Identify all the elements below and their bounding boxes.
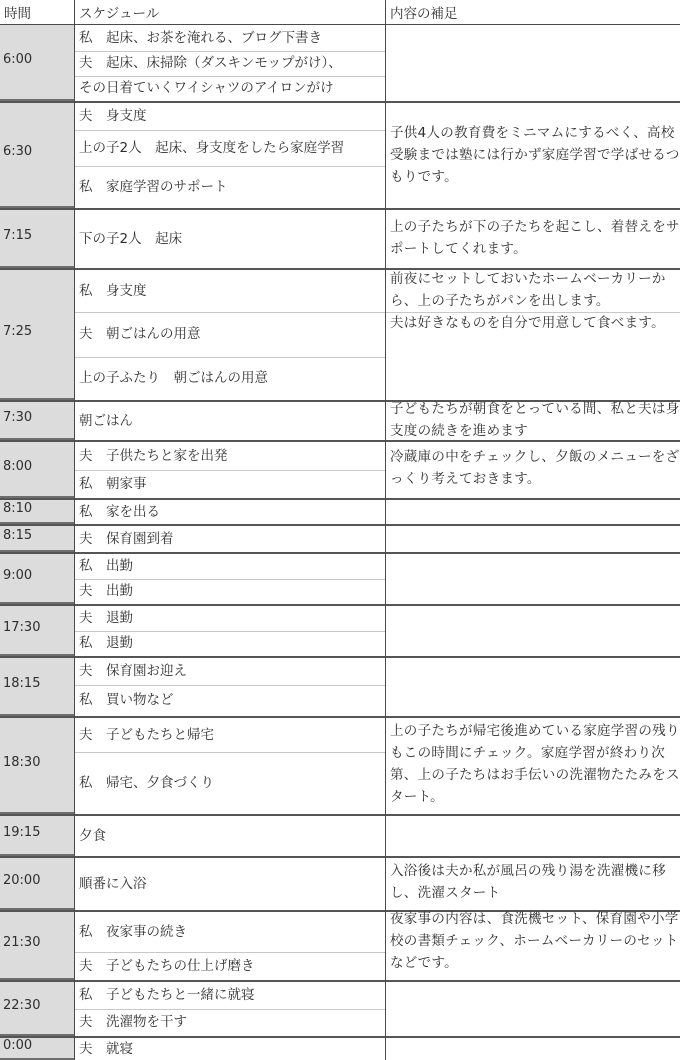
time-cell: [0, 912, 74, 980]
time-label: 7:25: [3, 323, 33, 339]
schedule-item: 上の子2人 起床、身支度をしたら家庭学習: [79, 140, 345, 156]
note-text: 夜家事の内容は、食洗機セット、保育園や小学校の書類チェック、ホームベーカリーのセットなどです。: [390, 911, 679, 971]
time-cell: [0, 858, 74, 910]
time-label: 7:15: [3, 227, 33, 243]
schedule-item: 夫 出勤: [79, 583, 133, 599]
schedule-item: 夫 保育園お迎え: [79, 663, 187, 679]
note-text: 夫は好きなものを自分で用意して食べます。: [390, 315, 665, 331]
schedule-subdivider: [75, 685, 385, 686]
time-label: 6:00: [3, 51, 33, 67]
schedule-item: 私 家を出る: [79, 504, 160, 520]
note-subdivider: [386, 312, 680, 313]
schedule-item: 夫 子どもたちの仕上げ磨き: [79, 958, 255, 974]
schedule-subdivider: [75, 631, 385, 632]
time-label: 18:30: [3, 754, 41, 770]
schedule-item: 私 帰宅、夕食づくり: [79, 775, 214, 791]
column-divider: [385, 0, 386, 1060]
note-text: 上の子たちが帰宅後進めている家庭学習の残りもこの時間にチェック。家庭学習が終わり次第、上の子たちはお手伝いの洗濯物たたみをスタート。: [390, 723, 680, 805]
note-text: 前夜にセットしておいたホームベーカリーから、上の子たちがパンを出します。: [390, 271, 666, 309]
time-cell: [0, 270, 74, 400]
time-label: 7:30: [3, 409, 33, 425]
schedule-item: 私 子どもたちと一緒に就寝: [79, 987, 255, 1003]
time-cell: [0, 658, 74, 716]
time-cell: [0, 442, 74, 498]
time-label: 0:00: [3, 1038, 33, 1053]
time-label: 19:15: [3, 824, 41, 840]
schedule-item: 夫 就寝: [79, 1041, 133, 1057]
note-text: 冷蔵庫の中をチェックし、夕飯のメニューをざっくり考えておきます。: [390, 449, 680, 487]
time-cell: [0, 526, 74, 552]
time-label: 9:00: [3, 567, 33, 583]
schedule-subdivider: [75, 752, 385, 753]
time-label: 17:30: [3, 619, 41, 635]
time-label: 8:00: [3, 458, 33, 474]
time-cell: [0, 210, 74, 268]
schedule-item: 私 夜家事の続き: [79, 924, 187, 940]
schedule-subdivider: [75, 1009, 385, 1010]
schedule-subdivider: [75, 76, 385, 77]
schedule-item: 夫 子供たちと家を出発: [79, 448, 228, 464]
schedule-item: 私 出勤: [79, 558, 133, 574]
time-cell: [0, 25, 74, 101]
time-cell: [0, 606, 74, 656]
note-text: 子どもたちが朝食をとっている間、私と夫は身支度の続きを進めます: [390, 401, 680, 439]
schedule-item: 私 身支度: [79, 283, 147, 299]
schedule-item: 私 退勤: [79, 635, 133, 651]
header-note: 内容の補足: [390, 6, 458, 22]
schedule-item: 夫 子どもたちと帰宅: [79, 727, 214, 743]
time-label: 21:30: [3, 934, 41, 950]
time-label: 18:15: [3, 675, 41, 691]
note-text: 入浴後は夫か私が風呂の残り湯を洗濯機に移し、洗濯スタート: [390, 863, 666, 901]
schedule-subdivider: [75, 312, 385, 313]
schedule-item: 夫 退勤: [79, 610, 133, 626]
time-cell: [0, 554, 74, 604]
schedule-item: 順番に入浴: [79, 876, 147, 892]
time-label: 20:00: [3, 872, 41, 888]
time-cell: [0, 816, 74, 856]
time-label: 8:10: [3, 500, 33, 516]
header-schedule: スケジュール: [79, 6, 160, 22]
time-cell: [0, 103, 74, 208]
schedule-item: 私 朝家事: [79, 476, 147, 492]
note-text: 子供4人の教育費をミニマムにするべく、高校受験までは塾には行かず家庭学習で学ばせるつもりです。: [390, 125, 680, 185]
schedule-item: 私 起床、お茶を淹れる、ブログ下書き: [79, 30, 322, 46]
column-divider: [74, 0, 75, 1060]
time-cell: [0, 500, 74, 524]
schedule-item: 上の子ふたり 朝ごはんの用意: [79, 370, 268, 386]
schedule-subdivider: [75, 579, 385, 580]
header-time: 時間: [4, 6, 31, 22]
time-cell: [0, 402, 74, 440]
schedule-item: その日着ていくワイシャツのアイロンがけ: [79, 80, 334, 96]
schedule-item: 夫 保育園到着: [79, 531, 174, 547]
schedule-item: 下の子2人 起床: [79, 231, 183, 247]
time-label: 8:15: [3, 527, 33, 543]
time-cell: [0, 718, 74, 814]
time-label: 6:30: [3, 144, 33, 159]
schedule-item: 夫 身支度: [79, 108, 147, 124]
schedule-item: 夫 朝ごはんの用意: [79, 326, 201, 342]
schedule-subdivider: [75, 357, 385, 358]
schedule-item: 私 家庭学習のサポート: [79, 179, 228, 195]
time-cell: [0, 1038, 74, 1060]
schedule-item: 夫 洗濯物を干す: [79, 1014, 187, 1030]
schedule-item: 夫 起床、床掃除（ダスキンモップがけ）、: [79, 55, 342, 71]
time-label: 22:30: [3, 997, 41, 1013]
time-cell: [0, 982, 74, 1036]
schedule-subdivider: [75, 470, 385, 471]
schedule-subdivider: [75, 166, 385, 167]
note-text: 上の子たちが下の子たちを起こし、着替えをサポートしてくれます。: [390, 219, 680, 257]
schedule-item: 私 買い物など: [79, 692, 174, 708]
schedule-item: 朝ごはん: [79, 413, 133, 429]
schedule-item: 夕食: [79, 828, 106, 844]
schedule-subdivider: [75, 952, 385, 953]
schedule-subdivider: [75, 51, 385, 52]
schedule-subdivider: [75, 130, 385, 131]
